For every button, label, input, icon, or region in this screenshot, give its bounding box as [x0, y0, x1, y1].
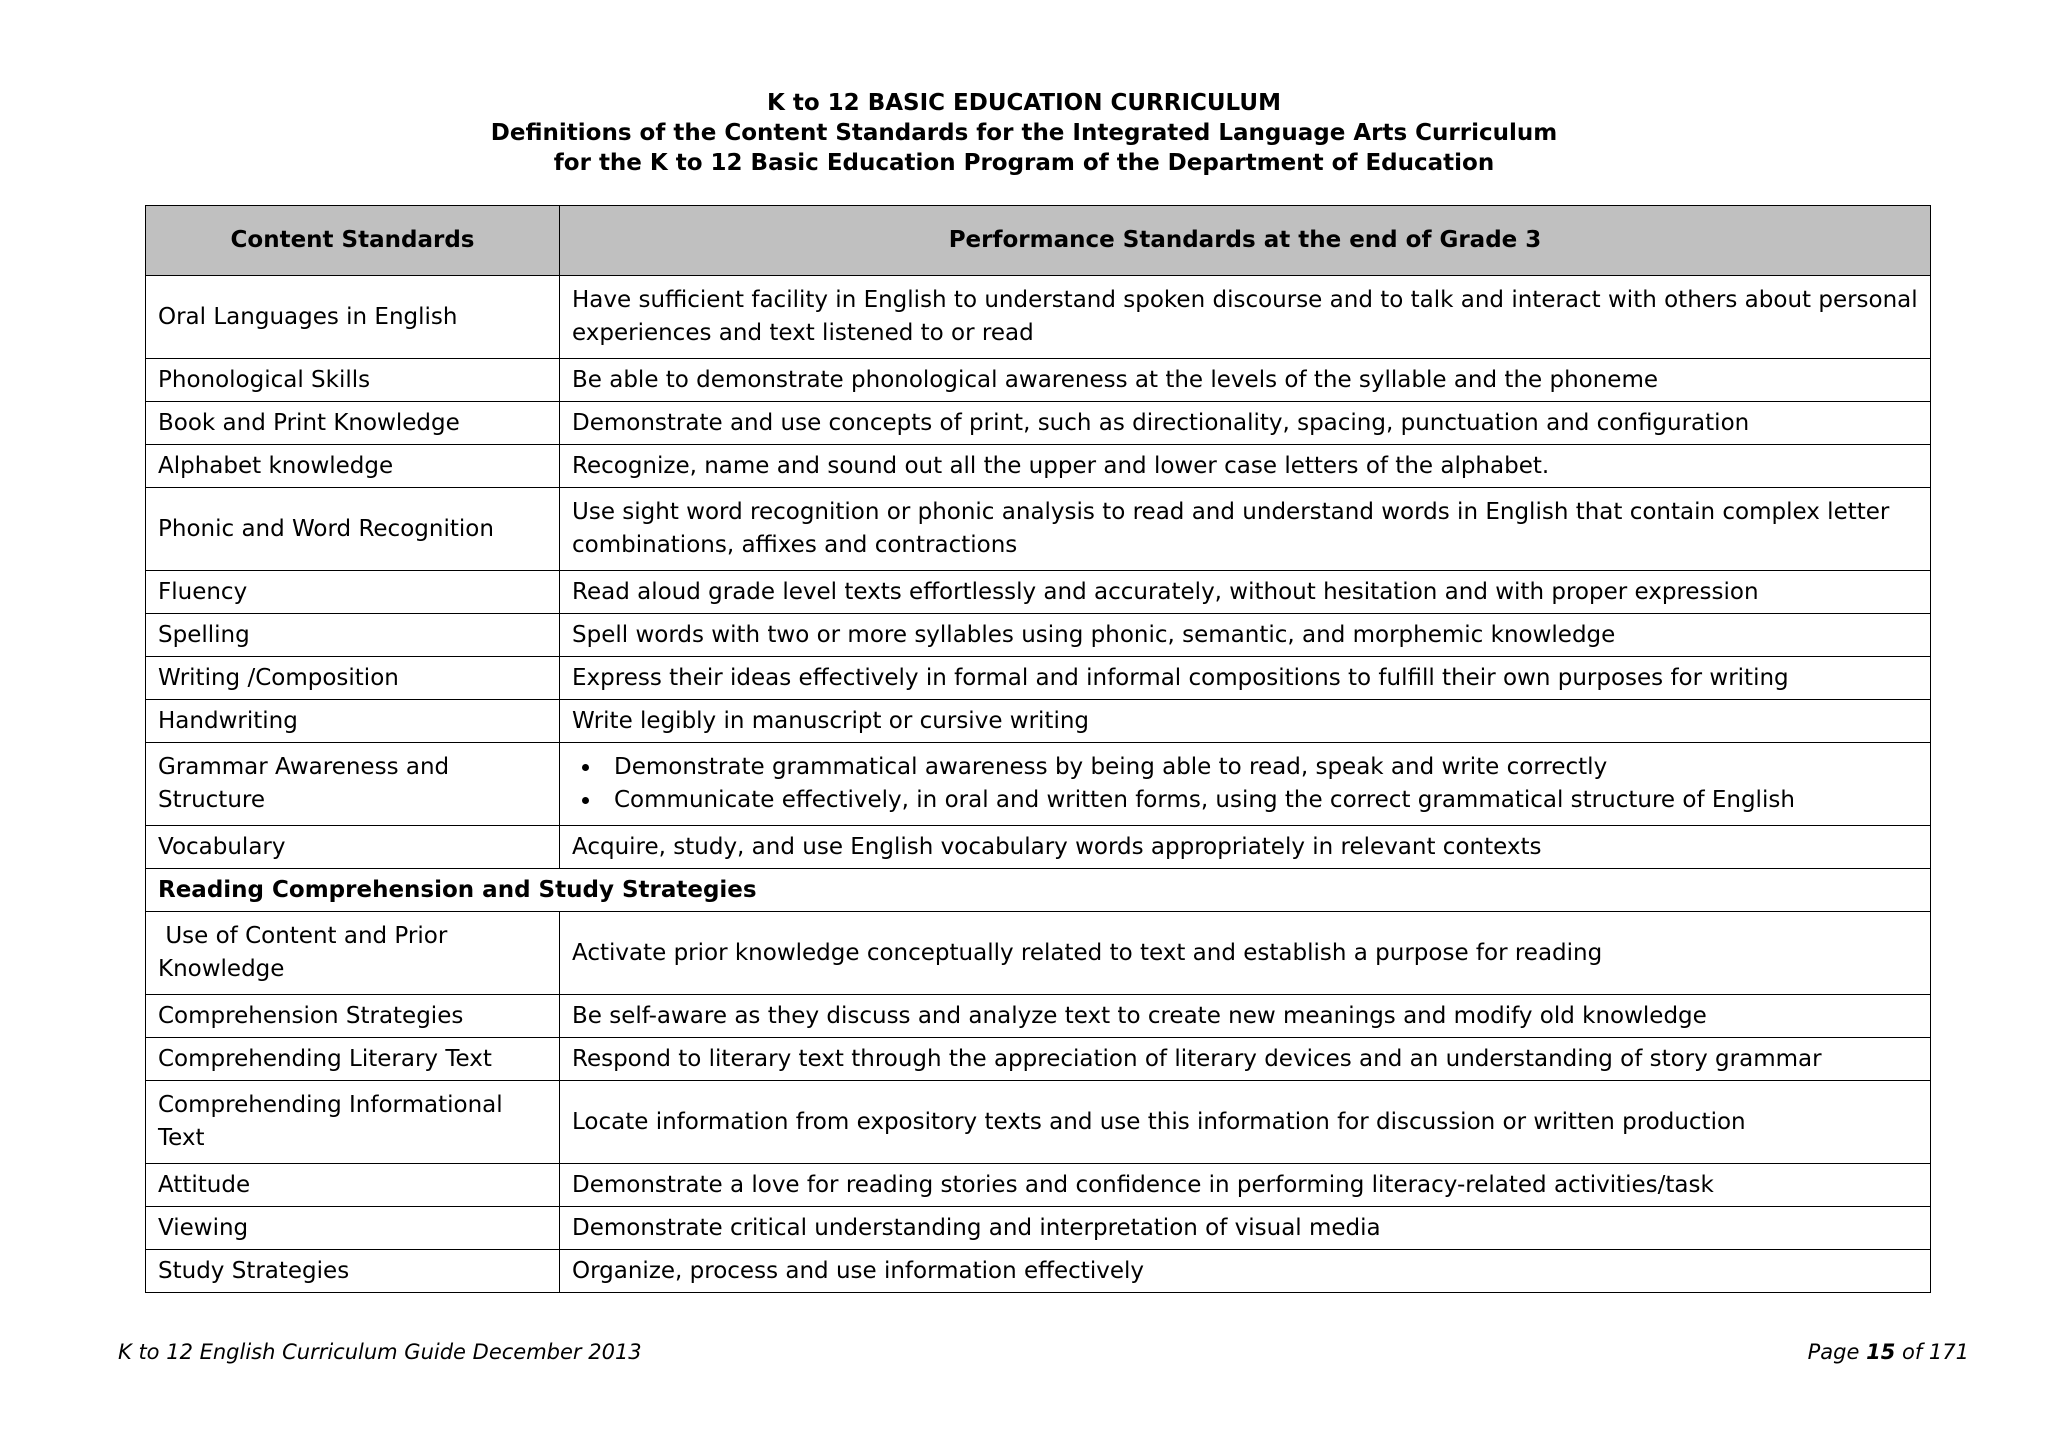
performance-standard-cell: Respond to literary text through the appreciation of literary devices and an understanding of story grammar [560, 1038, 1931, 1081]
content-standard-cell: Use of Content and Prior Knowledge [146, 912, 560, 995]
table-row [146, 1081, 1931, 1164]
header-subtitle-2: for the K to 12 Basic Education Program of the Department of Education [553, 150, 1495, 176]
footer-page-number [1808, 1340, 1969, 1364]
content-standard-cell: Oral Languages in English [146, 276, 560, 359]
table-row [146, 743, 1931, 826]
bullet-item: • Communicate effectively, in oral and written forms, using the correct grammatical structure of English [602, 784, 1918, 817]
table-row [146, 1038, 1931, 1081]
content-standard-cell: Attitude [146, 1164, 560, 1207]
performance-standard-cell: Demonstrate a love for reading stories and confidence in performing literacy-related activities/task [560, 1164, 1931, 1207]
performance-standard-cell: Write legibly in manuscript or cursive writing [560, 700, 1931, 743]
content-standard-cell: Comprehension Strategies [146, 995, 560, 1038]
section-title: Reading Comprehension and Study Strategies [146, 869, 1931, 912]
content-standard-cell: Viewing [146, 1207, 560, 1250]
header-title: K to 12 BASIC EDUCATION CURRICULUM [767, 90, 1281, 116]
table-row [146, 912, 1931, 995]
table-row [146, 488, 1931, 571]
table-header-row [146, 206, 1931, 276]
performance-standard-cell: Read aloud grade level texts effortlessly and accurately, without hesitation and with proper expression [560, 571, 1931, 614]
content-standard-cell: Vocabulary [146, 826, 560, 869]
content-standard-cell: Handwriting [146, 700, 560, 743]
content-standard-cell: Alphabet knowledge [146, 445, 560, 488]
table-row [146, 657, 1931, 700]
header-subtitle: Definitions of the Content Standards for the Integrated Language Arts Curriculum [490, 120, 1558, 146]
performance-standard-cell: Be self-aware as they discuss and analyze text to create new meanings and modify old knowledge [560, 995, 1931, 1038]
table-row [146, 826, 1931, 869]
table-row [146, 402, 1931, 445]
performance-standard-cell: Acquire, study, and use English vocabulary words appropriately in relevant contexts [560, 826, 1931, 869]
document-header [0, 88, 2048, 178]
content-standard-cell: Writing /Composition [146, 657, 560, 700]
table-row [146, 614, 1931, 657]
performance-standard-cell: Activate prior knowledge conceptually related to text and establish a purpose for reading [560, 912, 1931, 995]
performance-standard-cell: Demonstrate critical understanding and interpretation of visual media [560, 1207, 1931, 1250]
current-page: 15 [1866, 1340, 1896, 1364]
bullet-item: • Demonstrate grammatical awareness by being able to read, speak and write correctly [602, 751, 1918, 784]
table-row [146, 276, 1931, 359]
content-standard-cell: Phonic and Word Recognition [146, 488, 560, 571]
performance-standard-cell: Be able to demonstrate phonological awareness at the levels of the syllable and the phoneme [560, 359, 1931, 402]
section-header-row [146, 869, 1931, 912]
page-prefix: Page [1807, 1340, 1867, 1364]
performance-standard-cell: Have sufficient facility in English to understand spoken discourse and to talk and interact with others about personal experiences and text listened to or read [560, 276, 1931, 359]
performance-standard-cell: Organize, process and use information effectively [560, 1250, 1931, 1293]
table-row [146, 700, 1931, 743]
table-row [146, 1207, 1931, 1250]
standards-table [145, 205, 1931, 1293]
table-row [146, 359, 1931, 402]
content-standard-cell: Comprehending Literary Text [146, 1038, 560, 1081]
table-row [146, 1164, 1931, 1207]
content-standard-cell: Phonological Skills [146, 359, 560, 402]
table-row [146, 1250, 1931, 1293]
content-standard-cell: Book and Print Knowledge [146, 402, 560, 445]
column-header-performance-standards: Performance Standards at the end of Grade 3 [560, 206, 1931, 276]
performance-standard-cell [560, 743, 1931, 826]
performance-standard-cell: Recognize, name and sound out all the upper and lower case letters of the alphabet. [560, 445, 1931, 488]
footer-guide-title: K to 12 English Curriculum Guide December 2013 [118, 1340, 642, 1364]
content-standard-cell: Fluency [146, 571, 560, 614]
performance-standard-cell: Locate information from expository texts and use this information for discussion or written production [560, 1081, 1931, 1164]
bullet-list [572, 751, 1918, 817]
column-header-content-standards: Content Standards [146, 206, 560, 276]
performance-standard-cell: Express their ideas effectively in formal and informal compositions to fulfill their own purposes for writing [560, 657, 1931, 700]
table-row [146, 995, 1931, 1038]
performance-standard-cell: Spell words with two or more syllables using phonic, semantic, and morphemic knowledge [560, 614, 1931, 657]
content-standard-cell: Comprehending Informational Text [146, 1081, 560, 1164]
performance-standard-cell: Use sight word recognition or phonic analysis to read and understand words in English that contain complex letter combinations, affixes and contractions [560, 488, 1931, 571]
table-row [146, 571, 1931, 614]
performance-standard-cell: Demonstrate and use concepts of print, such as directionality, spacing, punctuation and configuration [560, 402, 1931, 445]
content-standard-cell: Study Strategies [146, 1250, 560, 1293]
table-row [146, 445, 1931, 488]
content-standard-cell: Grammar Awareness and Structure [146, 743, 560, 826]
content-standard-cell: Spelling [146, 614, 560, 657]
page-suffix: of 171 [1895, 1340, 1969, 1364]
